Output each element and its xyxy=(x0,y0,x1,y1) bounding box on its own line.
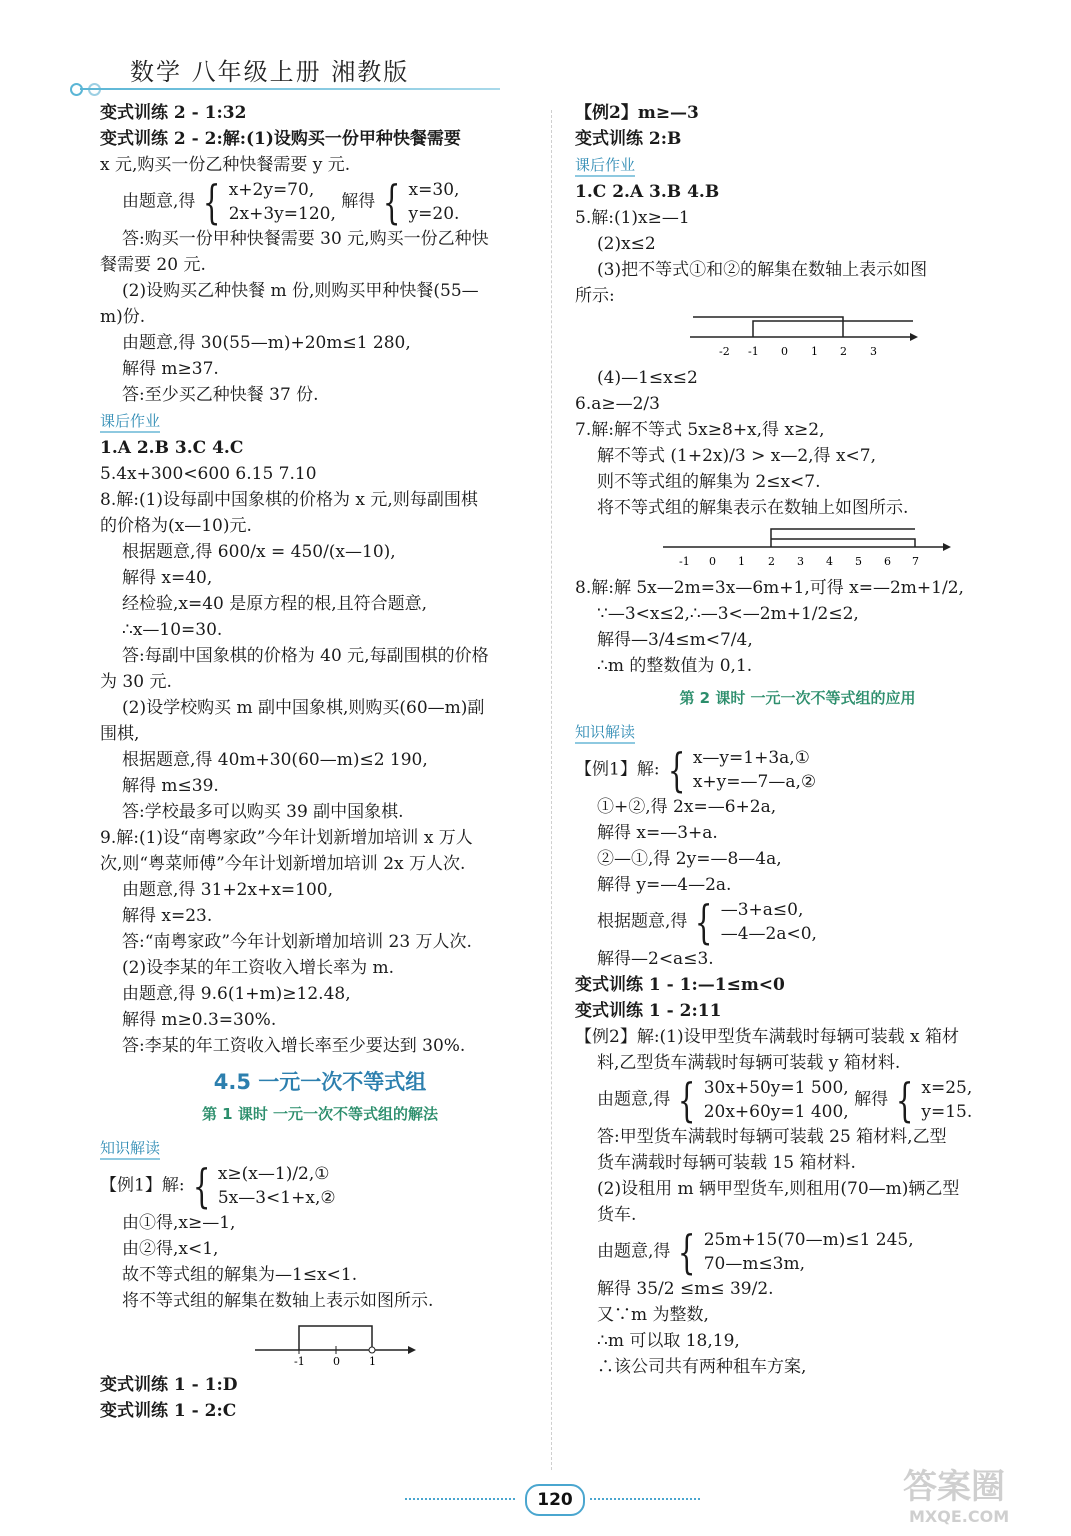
text-span: 由题意,得 xyxy=(122,191,196,212)
text-line: 8.解:(1)设每副中国象棋的价格为 x 元,则每副围棋 xyxy=(100,490,478,510)
equation: x+2y=70, xyxy=(228,180,315,200)
text-line: ∴x—10=30. xyxy=(122,620,223,640)
text-line: 则不等式组的解集为 2≤x<7. xyxy=(597,472,821,492)
right-column xyxy=(575,100,1020,1380)
text-span: 解得 xyxy=(341,191,376,212)
text-line: 次,则“粤菜师傅”今年计划新增加培训 2x 万人次. xyxy=(100,854,466,874)
text-line: ∴m 可以取 18,19, xyxy=(597,1331,740,1351)
text-line: 围棋, xyxy=(100,724,140,744)
solution-bracket xyxy=(771,529,915,547)
text-line: 解得—2<a≤3. xyxy=(597,949,714,969)
text-line: 解得 m≥0.3=30%. xyxy=(122,1010,277,1030)
footer-dots xyxy=(405,1498,515,1500)
text-line: (2)设租用 m 辆甲型货车,则租用(70—m)辆乙型 xyxy=(597,1179,960,1199)
text-line: x 元,购买一份乙种快餐需要 y 元. xyxy=(100,155,351,175)
text-line: 根据题意,得 40m+30(60—m)≤2 190, xyxy=(122,750,428,770)
text-line: 餐需要 20 元. xyxy=(100,255,206,275)
equation: 30x+50y=1 500, xyxy=(703,1078,849,1098)
equation: 25m+15(70—m)≤1 245, xyxy=(703,1230,914,1250)
text-line: 9.解:(1)设“南粤家政”今年计划新增加培训 x 万人 xyxy=(100,828,473,848)
equation: 2x+3y=120, xyxy=(228,204,336,224)
text-line: 变式训练 2:B xyxy=(575,129,682,149)
text-line: 答:至少买乙种快餐 37 份. xyxy=(122,385,319,405)
tick-label: 6 xyxy=(884,555,891,568)
text-span: 根据题意,得 xyxy=(597,911,688,932)
text-line: ∵—3<x≤2,∴—3<—2m+1/2≤2, xyxy=(597,604,859,624)
text-line: 又∵m 为整数, xyxy=(597,1305,709,1325)
text-line: 答:每副中国象棋的价格为 40 元,每副围棋的价格 xyxy=(122,646,489,666)
text-line: 答:购买一份甲种快餐需要 30 元,购买一份乙种快 xyxy=(122,229,489,249)
text-line: ∴该公司共有两种租车方案, xyxy=(597,1357,807,1377)
text-line: 变式训练 1 - 1:—1≤m<0 xyxy=(575,975,785,995)
text-line: 经检验,x=40 是原方程的根,且符合题意, xyxy=(122,594,428,614)
text-line: 的价格为(x—10)元. xyxy=(100,516,252,536)
text-line: 解得 m≤39. xyxy=(122,776,219,796)
header-title: 数学 八年级上册 湘教版 xyxy=(130,58,410,86)
text-line: 变式训练 1 - 1:D xyxy=(100,1375,238,1395)
text-line: m)份. xyxy=(100,307,146,327)
text-line: 变式训练 1 - 2:C xyxy=(100,1401,237,1421)
text-line: (2)x≤2 xyxy=(597,234,656,254)
number-line-figure xyxy=(575,313,1020,359)
text-line: 5.4x+300<600 6.15 7.10 xyxy=(100,464,317,484)
text-line: 答:“南粤家政”今年计划新增加培训 23 万人次. xyxy=(122,932,472,952)
text-line: 答:学校最多可以购买 39 副中国象棋. xyxy=(122,802,404,822)
solution-bracket xyxy=(771,539,915,547)
solution-bracket xyxy=(753,321,913,337)
equation: x≥(x—1)/2,① xyxy=(217,1164,330,1184)
section-label: 课后作业 xyxy=(100,411,160,433)
equation: —4—2a<0, xyxy=(720,924,817,944)
text-line: 7.解:解不等式 5x≥8+x,得 x≥2, xyxy=(575,420,825,440)
text-line: 5.解:(1)x≥—1 xyxy=(575,208,690,228)
column-divider xyxy=(551,110,552,1470)
text-line: 解得 y=—4—2a. xyxy=(597,875,732,895)
tick-label: 0 xyxy=(333,1355,340,1366)
equation: x=30, xyxy=(408,180,460,200)
section-heading: 4.5 一元一次不等式组 xyxy=(213,1070,427,1094)
tick-label: 3 xyxy=(870,345,877,358)
text-line: 故不等式组的解集为—1≤x<1. xyxy=(122,1265,358,1285)
text-line: (2)设购买乙种快餐 m 份,则购买甲种快餐(55— xyxy=(122,281,479,301)
text-line: 根据题意,得 600/x = 450/(x—10), xyxy=(122,542,396,562)
equation-system: 【例1】解: { x—y=1+3a,① x+y=—7—a,② xyxy=(575,743,817,797)
watermark-text: 答案圈 xyxy=(903,1467,1005,1507)
solution-bracket xyxy=(693,317,843,337)
equation-system: 由题意,得 { 30x+50y=1 500, 20x+60y=1 400, 解得 { x=25, y=15. xyxy=(597,1073,973,1127)
text-line: 解得 35/2 ≤m≤ 39/2. xyxy=(597,1279,774,1299)
tick-label: 3 xyxy=(797,555,804,568)
tick-label: 4 xyxy=(826,555,833,568)
text-line: 解得 x=23. xyxy=(122,906,213,926)
text-span: 解得 xyxy=(854,1089,889,1110)
text-line: 8.解:解 5x—2m=3x—6m+1,可得 x=—2m+1/2, xyxy=(575,578,964,598)
text-line: ②—①,得 2y=—8—4a, xyxy=(597,849,782,869)
text-line: 由题意,得 30(55—m)+20m≤1 280, xyxy=(122,333,411,353)
text-line: ∴m 的整数值为 0,1. xyxy=(597,656,753,676)
text-line: (4)—1≤x≤2 xyxy=(597,368,698,388)
equation: 5x—3<1+x,② xyxy=(217,1188,336,1208)
text-line: 答:李某的年工资收入增长率至少要达到 30%. xyxy=(122,1036,466,1056)
tick-label: 7 xyxy=(912,555,919,568)
equation: 20x+60y=1 400, xyxy=(703,1102,849,1122)
section-label: 知识解读 xyxy=(100,1138,160,1160)
open-endpoint xyxy=(369,1347,375,1353)
section-label: 知识解读 xyxy=(575,722,635,744)
tick-label: -1 xyxy=(294,1355,305,1366)
text-span: 由题意,得 xyxy=(597,1089,671,1110)
text-line: ①+②,得 2x=—6+2a, xyxy=(597,797,777,817)
tick-label: 1 xyxy=(369,1355,376,1366)
equation: y=15. xyxy=(921,1102,973,1122)
text-line: 【例2】m≥—3 xyxy=(575,103,699,123)
equation: 70—m≤3m, xyxy=(703,1254,806,1274)
text-line: 所示: xyxy=(575,286,615,306)
lesson-heading: 第 1 课时 一元一次不等式组的解法 xyxy=(201,1105,439,1123)
tick-label: 2 xyxy=(840,345,847,358)
text-line: 由①得,x≥—1, xyxy=(122,1213,236,1233)
text-line: (2)设李某的年工资收入增长率为 m. xyxy=(122,958,395,978)
text-line: 解不等式 (1+2x)/3 > x—2,得 x<7, xyxy=(597,446,876,466)
text-line: 【例2】解:(1)设甲型货车满载时每辆可装载 x 箱材 xyxy=(575,1027,960,1047)
text-span: 【例1】解: xyxy=(100,1175,185,1196)
lesson-heading: 第 2 课时 一元一次不等式组的应用 xyxy=(679,689,916,707)
header-rule xyxy=(80,88,500,90)
text-line: 将不等式组的解集在数轴上表示如图所示. xyxy=(122,1291,434,1311)
text-line: (3)把不等式①和②的解集在数轴上表示如图 xyxy=(597,260,928,280)
text-line: 料,乙型货车满载时每辆可装载 y 箱材料. xyxy=(597,1053,901,1073)
axis-arrow xyxy=(910,333,918,341)
axis-arrow xyxy=(943,543,951,551)
number-line-figure xyxy=(575,525,1020,569)
text-line: 变式训练 1 - 2:11 xyxy=(575,1001,722,1021)
equation-system: 【例1】解: { x≥(x—1)/2,① 5x—3<1+x,② xyxy=(100,1159,336,1213)
tick-label: -2 xyxy=(719,345,730,358)
page-header xyxy=(0,0,1071,100)
text-line: 解得 x=40, xyxy=(122,568,213,588)
text-line: 由②得,x<1, xyxy=(122,1239,219,1259)
equation: x=25, xyxy=(921,1078,973,1098)
text-span: 【例1】解: xyxy=(575,759,660,780)
text-line: 将不等式组的解集表示在数轴上如图所示. xyxy=(597,498,909,518)
equation-system: 根据题意,得 { —3+a≤0, —4—2a<0, xyxy=(597,895,817,949)
text-line: 1.C 2.A 3.B 4.B xyxy=(575,182,720,202)
text-line: 变式训练 2 - 2:解:(1)设购买一份甲种快餐需要 xyxy=(100,129,461,149)
footer-dots xyxy=(590,1498,700,1500)
text-line: 由题意,得 9.6(1+m)≥12.48, xyxy=(122,984,351,1004)
tick-label: 5 xyxy=(855,555,862,568)
tick-label: 0 xyxy=(781,345,788,358)
equation: y=20. xyxy=(408,204,460,224)
tick-label: 2 xyxy=(768,555,775,568)
tick-label: -1 xyxy=(679,555,690,568)
text-line: 6.a≥—2/3 xyxy=(575,394,660,414)
axis-arrow xyxy=(408,1346,416,1354)
tick-label: 0 xyxy=(709,555,716,568)
text-line: (2)设学校购买 m 副中国象棋,则购买(60—m)副 xyxy=(122,698,485,718)
text-line: 答:甲型货车满载时每辆可装载 25 箱材料,乙型 xyxy=(597,1127,947,1147)
equation: x—y=1+3a,① xyxy=(692,748,810,768)
text-line: 货车满载时每辆可装载 15 箱材料. xyxy=(597,1153,856,1173)
left-column xyxy=(100,100,540,1424)
page-number: 120 xyxy=(525,1484,585,1516)
text-line: 解得—3/4≤m<7/4, xyxy=(597,630,753,650)
text-line: 1.A 2.B 3.C 4.C xyxy=(100,438,244,458)
section-label: 课后作业 xyxy=(575,155,635,177)
tick-label: -1 xyxy=(748,345,759,358)
watermark-subtext: MXQE.COM xyxy=(909,1507,1010,1526)
tick-label: 1 xyxy=(811,345,818,358)
tick-label: 1 xyxy=(738,555,745,568)
text-line: 解得 m≥37. xyxy=(122,359,219,379)
equation-system: 由题意,得 { 25m+15(70—m)≤1 245, 70—m≤3m, xyxy=(597,1225,914,1279)
text-line: 货车. xyxy=(597,1205,637,1225)
watermark-logo xyxy=(895,1460,1065,1530)
text-line: 解得 x=—3+a. xyxy=(597,823,718,843)
number-line-figure xyxy=(100,1318,540,1366)
equation-system: 由题意,得 { x+2y=70, 2x+3y=120, 解得 { x=30, y=20. xyxy=(122,175,460,229)
equation: x+y=—7—a,② xyxy=(692,772,817,792)
text-line: 变式训练 2 - 1:32 xyxy=(100,103,247,123)
text-line: 由题意,得 31+2x+x=100, xyxy=(122,880,334,900)
equation: —3+a≤0, xyxy=(720,900,804,920)
text-line: 为 30 元. xyxy=(100,672,172,692)
text-span: 由题意,得 xyxy=(597,1241,671,1262)
